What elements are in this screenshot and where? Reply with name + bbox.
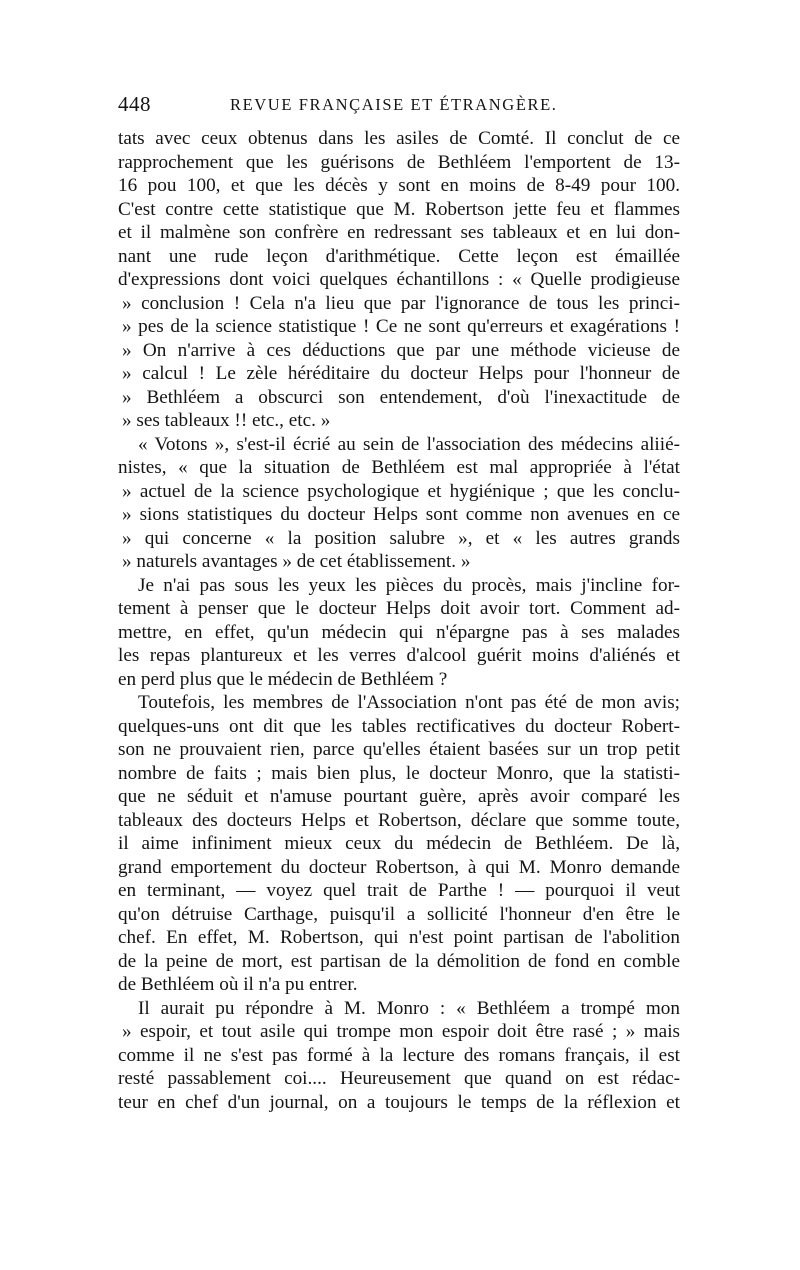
text-line: Je n'ai pas sous les yeux les pièces du procès, mais j'incline for-	[138, 574, 680, 596]
paragraph-3	[118, 574, 680, 692]
text-line: tement à penser que le docteur Helps doit avoir tort. Comment ad-	[118, 598, 680, 619]
text-line: de Bethléem où il n'a pu entrer.	[118, 974, 358, 995]
text-line: » qui concerne « la position salubre », et « les autres grands	[122, 527, 680, 549]
text-line: chef. En effet, M. Robertson, qui n'est point partisan de l'abolition	[118, 927, 680, 948]
text-line: il aime infiniment mieux ceux du médecin de Bethléem. De là,	[118, 833, 680, 854]
text-line: nant une rude leçon d'arithmétique. Cette leçon est émaillée	[118, 245, 680, 267]
text-line: » conclusion ! Cela n'a lieu que par l'ignorance de tous les princi-	[122, 292, 680, 314]
page-header	[118, 92, 678, 122]
text-line: tableaux des docteurs Helps et Robertson, déclare que somme toute,	[118, 809, 680, 831]
text-line: nombre de faits ; mais bien plus, le docteur Monro, que la statisti-	[118, 762, 680, 784]
paragraph-1	[118, 127, 680, 433]
text-line: les repas plantureux et les verres d'alcool guérit moins d'aliénés et	[118, 645, 680, 666]
text-line: » pes de la science statistique ! Ce ne sont qu'erreurs et exagérations !	[122, 316, 680, 337]
body-text	[118, 127, 680, 1114]
paragraph-4	[118, 691, 680, 997]
text-line: » On n'arrive à ces déductions que par une méthode vicieuse de	[122, 339, 680, 361]
text-line: » calcul ! Le zèle héréditaire du docteur Helps pour l'honneur de	[122, 363, 680, 384]
text-line: teur en chef d'un journal, on a toujours le temps de la réflexion et	[118, 1091, 680, 1113]
text-line: » ses tableaux !! etc., etc. »	[122, 410, 331, 431]
text-line: mettre, en effet, qu'un médecin qui n'épargne pas à ses malades	[118, 621, 680, 643]
running-head: REVUE FRANÇAISE ET ÉTRANGÈRE.	[230, 95, 558, 114]
text-line: Toutefois, les membres de l'Association n'ont pas été de mon avis;	[138, 692, 680, 713]
text-line: que ne séduit et n'amuse pourtant guère, après avoir comparé les	[118, 786, 680, 807]
text-line: » Bethléem a obscurci son entendement, d'où l'inexactitude de	[122, 386, 680, 408]
text-line: d'expressions dont voici quelques échantillons : « Quelle prodigieuse	[118, 269, 680, 290]
text-line: » sions statistiques du docteur Helps sont comme non avenues en ce	[122, 504, 680, 525]
paragraph-2	[118, 433, 680, 574]
text-line: » naturels avantages » de cet établissement. »	[122, 551, 471, 572]
text-line: 16 pou 100, et que les décès y sont en moins de 8-49 pour 100.	[118, 175, 680, 196]
page-number: 448	[118, 92, 151, 116]
text-line: de la peine de mort, est partisan de la démolition de fond en comble	[118, 950, 680, 972]
text-line: » espoir, et tout asile qui trompe mon espoir doit être rasé ; » mais	[122, 1021, 680, 1042]
text-line: « Votons », s'est-il écrié au sein de l'association des médecins aliié-	[138, 433, 680, 455]
text-line: qu'on détruise Carthage, puisqu'il a sollicité l'honneur d'en être le	[118, 903, 680, 925]
text-line: » actuel de la science psychologique et hygiénique ; que les conclu-	[122, 480, 680, 502]
text-line: son ne prouvaient rien, parce qu'elles étaient basées sur un trop petit	[118, 739, 680, 760]
text-line: comme il ne s'est pas formé à la lecture des romans français, il est	[118, 1044, 680, 1066]
text-line: resté passablement coi.... Heureusement que quand on est rédac-	[118, 1068, 680, 1089]
text-line: Il aurait pu répondre à M. Monro : « Bethléem a trompé mon	[138, 997, 680, 1019]
text-line: tats avec ceux obtenus dans les asiles de Comté. Il conclut de ce	[118, 128, 680, 149]
text-line: C'est contre cette statistique que M. Robertson jette feu et flammes	[118, 198, 680, 220]
paragraph-5	[118, 997, 680, 1115]
text-line: et il malmène son confrère en redressant ses tableaux et en lui don-	[118, 222, 680, 243]
text-line: grand emportement du docteur Robertson, à qui M. Monro demande	[118, 856, 680, 878]
text-line: en terminant, — voyez quel trait de Parthe ! — pourquoi il veut	[118, 880, 680, 901]
text-line: quelques-uns ont dit que les tables rectificatives du docteur Robert-	[118, 715, 680, 737]
text-line: nistes, « que la situation de Bethléem est mal appropriée à l'état	[118, 457, 680, 478]
text-line: rapprochement que les guérisons de Bethléem l'emportent de 13-	[118, 151, 680, 173]
text-line: en perd plus que le médecin de Bethléem ?	[118, 668, 448, 690]
